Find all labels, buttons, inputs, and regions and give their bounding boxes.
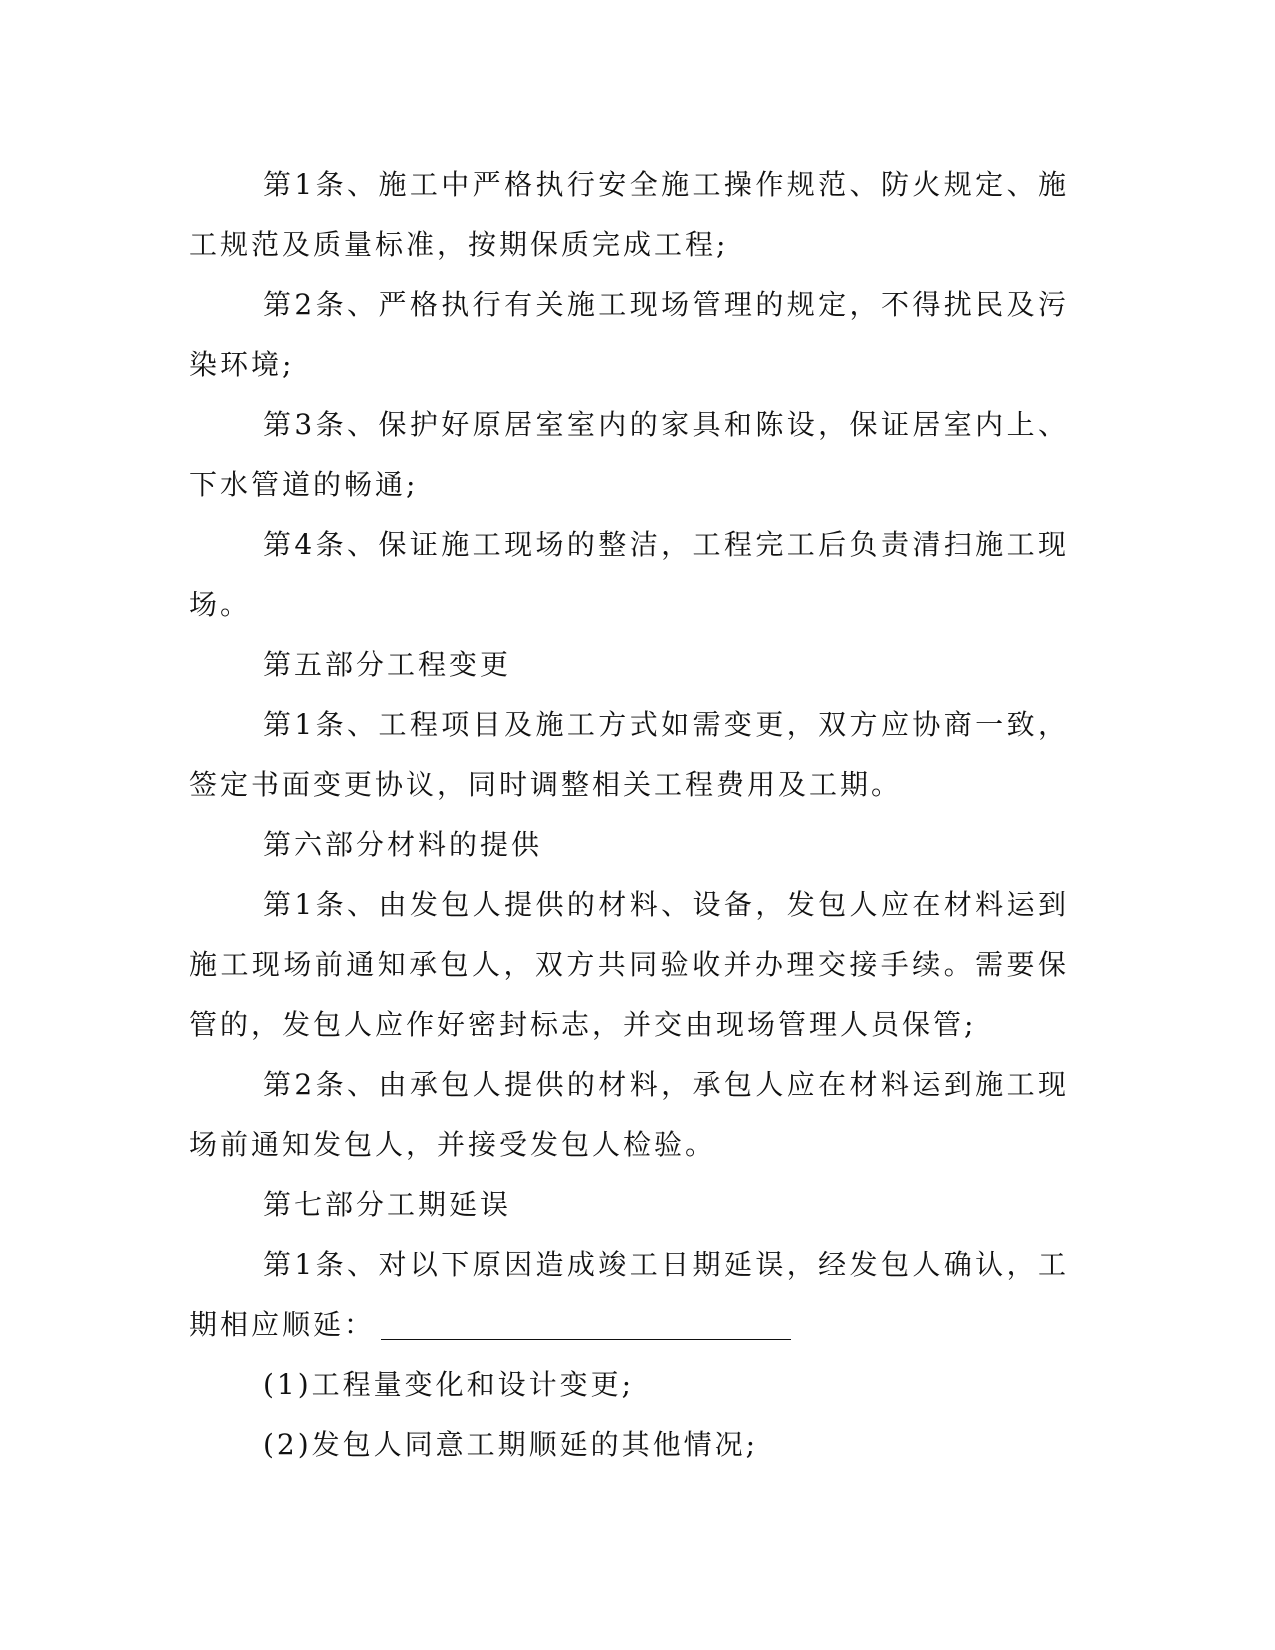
clause-paragraph-with-blank <box>189 1235 1069 1355</box>
clause-paragraph: 第4条、保证施工现场的整洁，工程完工后负责清扫施工现场。 <box>189 528 1069 621</box>
section-heading: 第六部分材料的提供 <box>263 828 543 861</box>
clause-paragraph: 第3条、保护好原居室室内的家具和陈设，保证居室内上、下水管道的畅通; <box>189 408 1069 501</box>
list-item: (2)发包人同意工期顺延的其他情况; <box>263 1428 759 1461</box>
clause-paragraph: 第1条、工程项目及施工方式如需变更，双方应协商一致，签定书面变更协议，同时调整相关工程费用及工期。 <box>189 708 1069 801</box>
fill-in-blank <box>381 1301 791 1340</box>
clause-paragraph: 第2条、严格执行有关施工现场管理的规定，不得扰民及污染环境; <box>189 288 1069 381</box>
clause-paragraph: 第2条、由承包人提供的材料，承包人应在材料运到施工现场前通知发包人，并接受发包人检验。 <box>189 1068 1069 1161</box>
document-body <box>189 155 1069 1475</box>
clause-paragraph: 第1条、施工中严格执行安全施工操作规范、防火规定、施工规范及质量标准，按期保质完成工程; <box>189 168 1069 261</box>
clause-paragraph: 第1条、由发包人提供的材料、设备，发包人应在材料运到施工现场前通知承包人，双方共同验收并办理交接手续。需要保管的，发包人应作好密封标志，并交由现场管理人员保管; <box>189 888 1069 1041</box>
section-heading: 第七部分工期延误 <box>263 1188 512 1221</box>
section-heading: 第五部分工程变更 <box>263 648 512 681</box>
list-item: (1)工程量变化和设计变更; <box>263 1368 635 1401</box>
clause-text: 第1条、对以下原因造成竣工日期延误，经发包人确认，工期相应顺延： <box>189 1248 1069 1341</box>
